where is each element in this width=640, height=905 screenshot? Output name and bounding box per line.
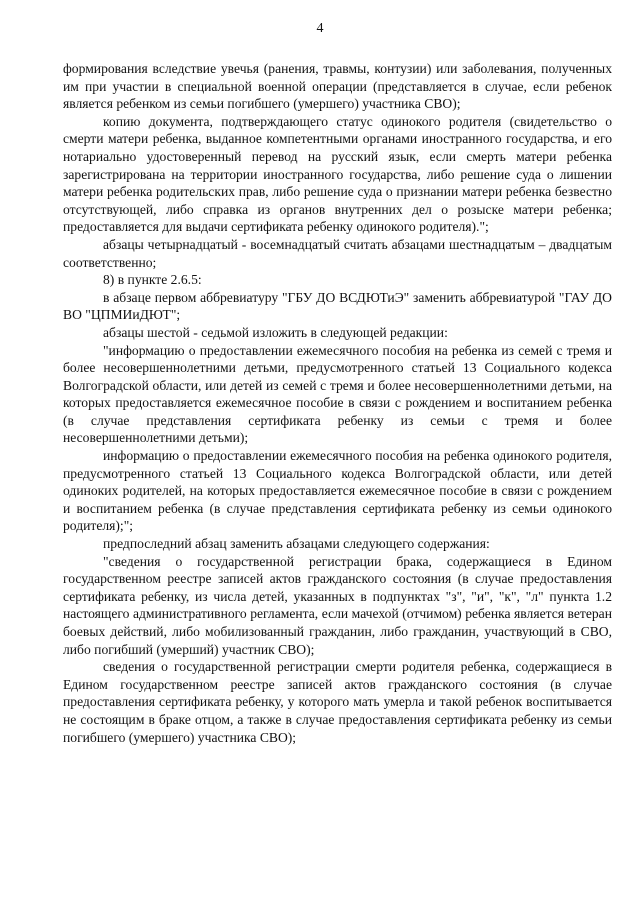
paragraph-single-parent-allowance: информацию о предоставлении ежемесячного пособия на ребенка одинокого родителя, предусмотренного статьей 13 Социального кодекса Волгоградской области, или детей одиноких родителей, на которых предоставляется ежемесячное пособие в связи с рождением и воспитанием ребенка (в случае представления сертификата ребенку из семьи одинокого родителя);";: [63, 448, 612, 534]
document-body: [63, 60, 612, 746]
paragraph-continuation: формирования вследствие увечья (ранения, травмы, контузии) или заболевания, полученных им при участии в специальной военной операции (представляется в случае, если ребенок является ребенком из семьи погибшего (умершего) участника СВО);: [63, 61, 612, 112]
paragraph-marriage-registration: "сведения о государственной регистрации брака, содержащиеся в Едином государственном реестре записей актов гражданского состояния (в случае предоставления сертификата ребенку, из числа детей, указанных в подпунктах "з", "и", "к", "л" пункта 1.2 настоящего административного регламента, если мачехой (отчимом) ребенка является ветеран боевых действий, либо мобилизованный гражданин, либо гражданин, участвующий в СВО, либо погибший (умерший) участник СВО);: [63, 553, 612, 657]
paragraph-new-wording-intro: абзацы шестой - седьмой изложить в следующей редакции:: [103, 324, 448, 340]
page-number: 4: [316, 21, 324, 36]
paragraph-renumbering: абзацы четырнадцатый - восемнадцатый считать абзацами шестнадцатым – двадцатым соответственно;: [63, 236, 612, 270]
paragraph-replacement-intro: предпоследний абзац заменить абзацами следующего содержания:: [103, 536, 490, 552]
paragraph-death-registration: сведения о государственной регистрации смерти родителя ребенка, содержащиеся в Едином государственном реестре записей актов гражданского состояния (в случае предоставления сертификата ребенку, у которого мать умерла и такой ребенок воспитывается не состоящим в браке отцом, а также в случае предоставления сертификата ребенку из семьи погибшего (умершего) участника СВО);: [63, 659, 612, 745]
paragraph-abbreviation-change: в абзаце первом аббревиатуру "ГБУ ДО ВСДЮТиЭ" заменить аббревиатурой "ГАУ ДО ВО "ЦПМИиДЮТ";: [63, 289, 612, 323]
paragraph-item-8: 8) в пункте 2.6.5:: [103, 272, 202, 288]
paragraph-large-family-allowance: "информацию о предоставлении ежемесячного пособия на ребенка из семей с тремя и более несовершеннолетними детьми, предусмотренного статьей 13 Социального кодекса Волгоградской области, или детей из семей с тремя и более несовершеннолетними детьми, на которых предоставляется ежемесячное пособие в связи с рождением и воспитанием ребенка (в случае представления сертификата ребенку из семьи с тремя и более несовершеннолетними детьми);: [63, 342, 612, 446]
paragraph-single-parent-document: копию документа, подтверждающего статус одинокого родителя (свидетельство о смерти матери ребенка, выданное компетентными органами иностранного государства, и его нотариально удостоверенный перевод на русский язык, если смерть матери ребенка зарегистрирована на территории иностранного государства, либо решение суда о лишении матери ребенка родительских прав, либо решение суда о признании матери ребенка безвестно отсутствующей, либо справка из органов внутренних дел о розыске матери ребенка; предоставляется для выдачи сертификата ребенку одинокого родителя).";: [63, 113, 612, 235]
